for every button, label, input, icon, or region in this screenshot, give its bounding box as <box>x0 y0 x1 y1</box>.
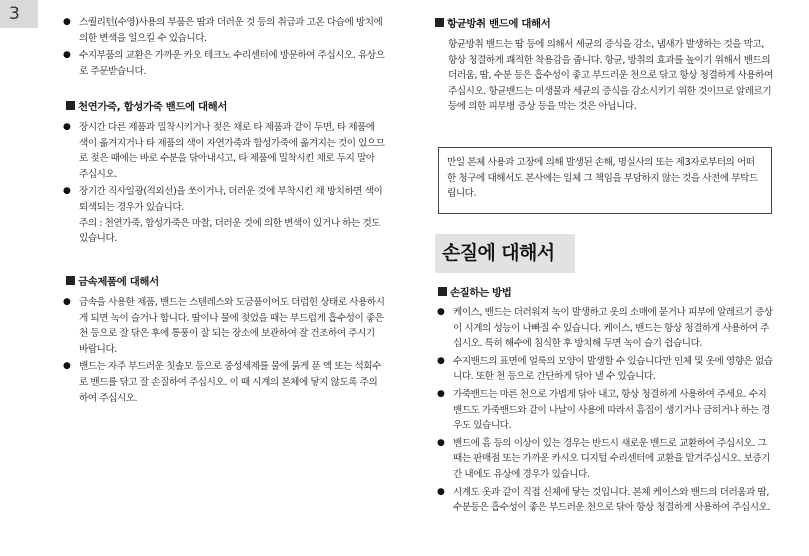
metal-list <box>63 295 385 406</box>
square-bullet-icon <box>66 276 75 285</box>
list-item-text: 장기간 직사일광(적외선)을 쏘이거나, 더러운 것에 부착시킨 채 방치하면 색이 퇴색되는 경우가 있습니다. <box>79 186 383 213</box>
list-item: ● 시계도 옷과 같이 직접 신체에 닿는 것입니다. 본체 케이스와 밴드의 더러움과 땀, 수분등은 흡수성이 좋은 부드러운 천으로 닦아 항상 청결하게 사용하여 주십시오. <box>437 485 774 516</box>
leather-section <box>63 120 385 249</box>
heading-text: 항균방취 밴드에 대해서 <box>447 18 551 30</box>
care-section-title: 손질에 대해서 <box>435 234 575 273</box>
antibacterial-body: 항균방취 밴드는 땀 등에 의해서 세균의 증식을 감소, 냄새가 발생하는 것을 막고, 항상 청결하게 쾌적한 착용감을 줍니다. 항균, 방취의 효과를 높이기 위해서 밴드의 더러움, 땀, 수분 등은 흡수성이 좋고 부드러운 천으로 닦고 항상 청결하게 사용하여 주십시오. 항균밴드는 미생물과 세균의 증식을 감소시키기 위한 것이므로 알레르기 등에 의한 피부병 증상 등을 막는 것은 아닙니다. <box>448 39 773 113</box>
leather-band-heading <box>66 98 227 113</box>
care-section <box>437 305 774 518</box>
care-method-heading <box>438 284 511 299</box>
leather-list <box>63 120 385 247</box>
list-item <box>63 184 385 246</box>
metal-heading <box>66 273 159 288</box>
list-item: ● 장시간 다른 제품과 밀착시키거나 젖은 채로 타 제품과 같이 두면, 타 제품에 색이 옮겨지거나 타 제품의 색이 자연가죽과 합성가죽에 옮겨지는 것이 있으므로 젖은 때에는 바로 수분을 닦아내시고, 타 제품에 밀착시킨 채로 두지 말아 주십시오. <box>63 120 385 182</box>
list-item: ● 밴드는 자주 부드러운 칫솔모 등으로 중성세제를 물에 묽게 푼 액 또는 석회수로 밴드를 닦고 잘 손질하여 주십시오. 이 때 시계의 본체에 닿지 않도록 주의하여 주십시오. <box>63 359 385 406</box>
square-bullet-icon <box>435 18 444 27</box>
list-item: ● 밴드에 흠 등의 이상이 있는 경우는 반드시 새로운 밴드로 교환하여 주십시오. 그 때는 판매점 또는 가까운 카시오 디지털 수리센터에 교환을 맡겨주십시오. 보증기간 내에도 유상에 경우가 있습니다. <box>437 436 774 483</box>
list-item: ● 케이스, 밴드는 더러워져 녹이 발생하고 옷의 소매에 묻거나 피부에 알레르기 증상이 시계의 성능이 나빠질 수 있습니다. 케이스, 밴드는 항상 청결하게 사용하여 주십시오. 특히 해수에 침식한 후 방치해 두면 녹이 슬기 쉽습니다. <box>437 305 774 352</box>
list-item: ● 가죽밴드는 마른 천으로 가볍게 닦아 내고, 항상 청결하게 사용하여 주세요. 수지밴드도 가죽밴드와 같이 나날이 사용에 따라서 흠집이 생기거나 금히거나 하는 경우도 있습니다. <box>437 387 774 434</box>
heading-text: 금속제품에 대해서 <box>78 276 159 288</box>
square-bullet-icon <box>438 287 447 296</box>
list-item: ● 수지밴드의 표면에 얼룩의 모양이 발생할 수 있습니다만 인체 및 옷에 영향은 없습니다. 또한 천 등으로 간단하게 닦아 낼 수 있습니다. <box>437 354 774 385</box>
list-item: ● 스퀄리턴(수영)사용의 부품은 땀과 더러운 것 등의 취급과 고온 다습에 방치에 의한 변색을 일으킬 수 있습니다. <box>63 15 385 46</box>
caution-note: 주의 : 천연가죽, 합성가죽은 마찰, 더러운 것에 의한 변색이 있거나 하는 것도 있습니다. <box>79 217 381 245</box>
intro-list <box>63 15 385 81</box>
list-item: ● 수지부품의 교환은 가까운 카오 테크노 수리센터에 방문하여 주십시오. 유상으로 주문받습니다. <box>63 48 385 79</box>
page-number: 3 <box>0 0 38 28</box>
metal-section <box>63 295 385 408</box>
antibacterial-heading <box>435 15 550 30</box>
square-bullet-icon <box>66 101 75 110</box>
heading-text: 천연가죽, 합성가죽 밴드에 대해서 <box>78 101 228 113</box>
heading-text: 손질하는 방법 <box>450 287 512 299</box>
liability-notice-box: 만일 본체 사용과 고장에 의해 발생된 손해, 명실사의 또는 제3자로부터의 어떠한 청구에 대해서도 본사에는 일체 그 책임을 부담하지 않는 것을 사전에 부탁드립니다. <box>438 147 772 214</box>
care-list <box>437 305 774 516</box>
list-item: ● 금속을 사용한 제품, 밴드는 스텐레스와 도금품이어도 더럽힌 상태로 사용하시게 되면 녹이 슬거나 합니다. 땀이나 물에 젖었을 때는 부드럽게 흡수성이 좋은 천 등으로 잘 닦은 후에 통풍이 잘 되는 장소에 보관하여 잘 건조하여 주시기 바랍니다. <box>63 295 385 357</box>
